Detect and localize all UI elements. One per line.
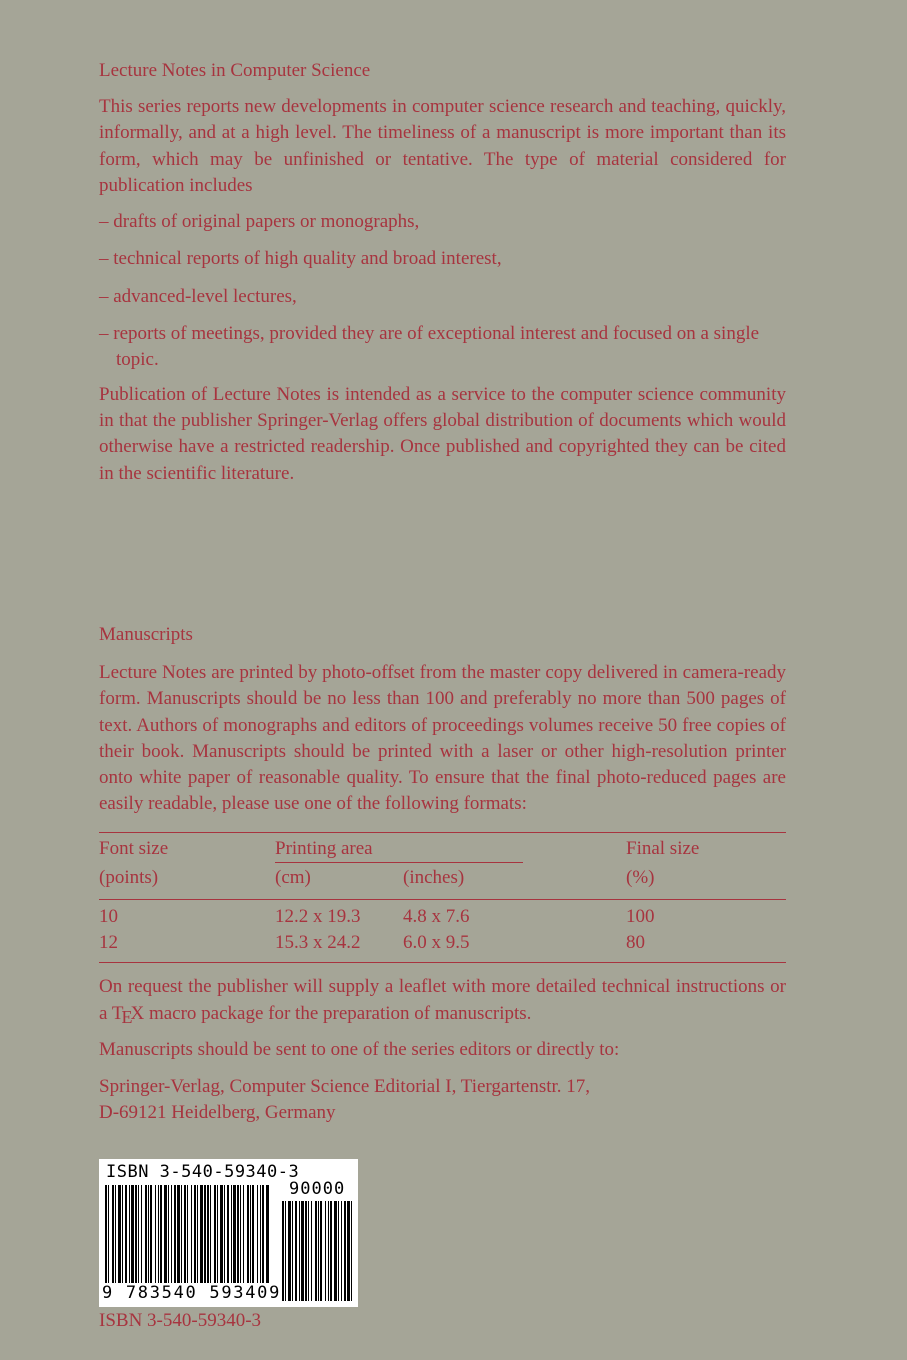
cell-cm: 15.3 x 24.2 [275, 931, 361, 953]
cell-cm: 12.2 x 19.3 [275, 905, 361, 927]
barcode-addon-number: 90000 [289, 1179, 346, 1199]
manuscripts-title: Manuscripts [99, 624, 193, 645]
cell-font: 10 [99, 905, 118, 927]
list-item: – reports of meetings, provided they are of exceptional interest and focused on a single topic. [99, 323, 760, 371]
barcode-bar [210, 1185, 211, 1283]
barcode-addon-bar [285, 1201, 286, 1301]
barcode-bar [129, 1185, 130, 1283]
barcode-addon-bar [305, 1201, 307, 1301]
col-cm: (cm) [275, 866, 311, 888]
printing-area-label: Printing area [275, 838, 523, 863]
barcode-bar [243, 1185, 244, 1283]
address-line-2: D-69121 Heidelberg, Germany [99, 1101, 336, 1123]
col-font-size: Font size [99, 837, 169, 859]
cell-inches: 4.8 x 7.6 [403, 905, 470, 927]
barcode-bar [118, 1185, 121, 1283]
barcode-bar [150, 1185, 152, 1283]
barcode-bar [262, 1185, 264, 1283]
col-points: (points) [99, 866, 159, 888]
barcode-bar [233, 1185, 236, 1283]
barcode-bar [115, 1185, 116, 1283]
cell-font: 12 [99, 931, 118, 953]
barcode-addon-bar [318, 1201, 319, 1301]
barcode-bar [105, 1185, 107, 1283]
barcode-addon-bar [330, 1201, 332, 1301]
request-paragraph: On request the publisher will supply a leaflet with more detailed technical instructions or a TEX macro package for the preparation of manuscripts. [99, 975, 786, 1028]
barcode-bar [197, 1185, 198, 1283]
barcode-addon-bar [325, 1201, 326, 1301]
barcode-addon-bar [351, 1201, 352, 1301]
barcode-bar [247, 1185, 249, 1283]
col-final-size: Final size [626, 837, 700, 859]
publication-paragraph: Publication of Lecture Notes is intended as a service to the computer science community in that the publisher Springer-Verlag offers global distribution of documents which would otherwise have a restricted readership. Once published and copyrighted they can be cited in the scientific literature. [99, 383, 786, 484]
barcode-addon-bar [315, 1201, 317, 1301]
barcode-bar [184, 1185, 186, 1283]
barcode-bar [122, 1185, 123, 1283]
barcode-addon-bar [295, 1201, 297, 1301]
cell-final: 80 [626, 931, 645, 953]
series-description [99, 58, 786, 487]
barcode-bar [214, 1185, 216, 1283]
series-title: Lecture Notes in Computer Science [99, 60, 371, 81]
col-inches: (inches) [403, 866, 465, 888]
list-item: – drafts of original papers or monographs, [99, 211, 420, 233]
barcode-bar [240, 1185, 241, 1283]
barcode-bar [260, 1185, 261, 1283]
barcode-addon-bar [282, 1201, 284, 1301]
barcode-bar [138, 1185, 139, 1283]
barcode-bar [252, 1185, 254, 1283]
send-to-line: Manuscripts should be sent to one of the series editors or directly to: [99, 1039, 620, 1061]
barcode-bar [160, 1185, 162, 1283]
cell-final: 100 [626, 905, 655, 927]
barcode-bar [227, 1185, 229, 1283]
barcode-bar [125, 1185, 127, 1283]
barcode-bar [135, 1185, 137, 1283]
barcode-bar [131, 1185, 134, 1283]
address-line-1: Springer-Verlag, Computer Science Editorial I, Tiergartenstr. 17, [99, 1075, 591, 1097]
barcode-addon-bar [301, 1201, 304, 1301]
barcode-bar [181, 1185, 182, 1283]
barcode-bar [171, 1185, 172, 1283]
series-intro-paragraph: This series reports new developments in computer science research and teaching, quickly, informally, and at a high level. The timeliness of a manuscript is more important than its form, which may be unfinished or tentative. The type of material considered for publication includes [99, 96, 786, 196]
barcode-addon-bar [341, 1201, 342, 1301]
barcode-bar [194, 1185, 196, 1283]
barcode-bar [164, 1185, 167, 1283]
barcode-bar [112, 1185, 114, 1283]
barcode-bar [231, 1185, 232, 1283]
instructions-block [99, 974, 786, 1126]
barcode-bar [237, 1185, 239, 1283]
table-row [99, 930, 786, 963]
barcode-addon-bar [347, 1201, 350, 1301]
barcode-bar [174, 1185, 176, 1283]
list-item: – advanced-level lectures, [99, 285, 297, 307]
barcode-ean-number: 9 783540 593409 [102, 1283, 282, 1303]
list-item: – technical reports of high quality and broad interest, [99, 248, 502, 270]
barcode-bar [168, 1185, 169, 1283]
manuscripts-paragraph: Lecture Notes are printed by photo-offset from the master copy delivered in camera-ready form. Manuscripts should be no less than 100 and preferably no more than 500 pages of text. Authors of monographs and editors of proceedings volumes receive 50 free copies of their book. Manuscripts should be printed with a laser or other high-resolution printer onto white paper of reasonable quality. To ensure that the final photo-reduced pages are easily readable, please use one of the following formats: [99, 662, 786, 815]
barcode-addon-bar [288, 1201, 291, 1301]
barcode-addon-bar [308, 1201, 309, 1301]
barcode-bar [145, 1185, 147, 1283]
formats-table [99, 832, 786, 963]
barcode-bar [155, 1185, 156, 1283]
barcode-bar [158, 1185, 159, 1283]
barcode-addon-bar [311, 1201, 312, 1301]
col-printing-area [275, 832, 626, 863]
barcode-addon-bar [292, 1201, 293, 1301]
barcode-addon-bar [299, 1201, 300, 1301]
material-list [99, 209, 786, 373]
isbn-footer: ISBN 3-540-59340-3 [99, 1310, 262, 1331]
barcode-addon-bar [320, 1201, 322, 1301]
barcode-addon-bar [334, 1201, 337, 1301]
barcode-isbn-text: ISBN 3-540-59340-3 [106, 1162, 300, 1182]
barcode-bar [141, 1185, 142, 1283]
barcode-bar [200, 1185, 203, 1283]
barcode-bar [266, 1185, 269, 1283]
barcode-bar [187, 1185, 188, 1283]
barcode-bar [177, 1185, 180, 1283]
barcode-bar [257, 1185, 258, 1283]
barcode-addon-bar [338, 1201, 339, 1301]
tex-logo: TEX [111, 1003, 145, 1028]
barcode-addon-bar [344, 1201, 346, 1301]
manuscripts-section [99, 622, 786, 1126]
barcode-addon-bar [328, 1201, 329, 1301]
isbn-barcode [99, 1159, 358, 1307]
barcode-bar [108, 1185, 109, 1283]
barcode-bar [191, 1185, 192, 1283]
table-row [99, 899, 786, 930]
barcode-bar [217, 1185, 218, 1283]
cell-inches: 6.0 x 9.5 [403, 931, 470, 953]
barcode-bar [220, 1185, 223, 1283]
barcode-bar [224, 1185, 225, 1283]
barcode-bar [204, 1185, 206, 1283]
barcode-bar [250, 1185, 251, 1283]
barcode-bar [207, 1185, 209, 1283]
barcode-bar [148, 1185, 149, 1283]
col-percent: (%) [626, 866, 655, 888]
